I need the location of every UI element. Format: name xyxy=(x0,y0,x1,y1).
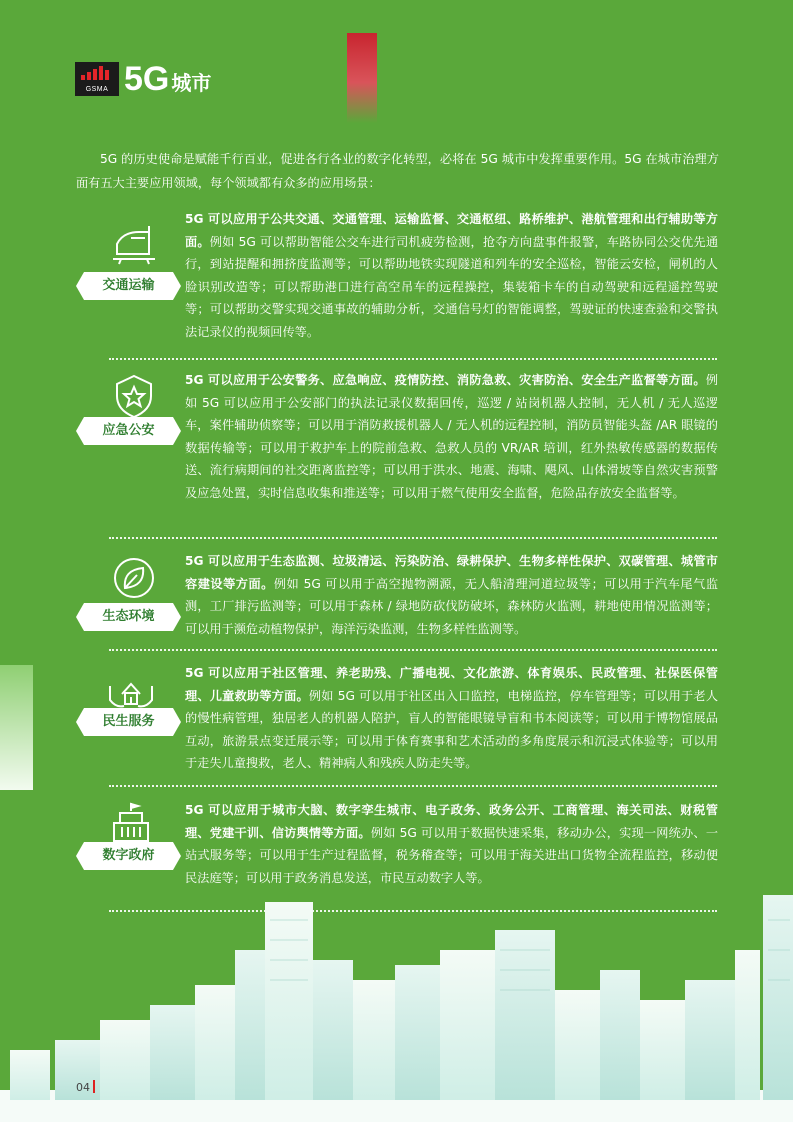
section-text xyxy=(185,369,718,505)
shield-star-icon xyxy=(109,372,159,420)
train-icon xyxy=(109,220,159,268)
page-title xyxy=(124,62,211,96)
section-lead: 5G 可以应用于社区管理、养老助残、广播电视、文化旅游、体育娱乐、民政管理、社保医保管理、儿童救助等方面。 xyxy=(185,666,718,703)
section-detail: 例如 5G 可以用于数据快速采集，移动办公，实现一网统办、一站式服务等；可以用于生产过程监督，税务稽查等；可以用于海关进出口货物全流程监控，移动便民法庭等；可以用于政务消息发送，市民互动数字人等。 xyxy=(185,825,719,885)
section-detail: 例如 5G 可以应用于公安部门的执法记录仪数据回传，巡逻 / 站岗机器人控制，无人机 / 无人巡逻车，案件辅助侦察等；可以用于消防救援机器人 / 无人机的远程控制，消防员智能头盔 /AR 眼镜的数据传输等；可以用于救护车上的院前急救、急救人员的 VR/AR 培训，红外热敏传感器的数据传送、流行病期间的社交距离监控等；可以用于洪水、地震、海啸、飓风、山体滑坡等自然灾害预警及应急处置，实时信息收集和推送等；可以用于燃气使用安全监督，危险品存放安全监督等。 xyxy=(185,373,718,500)
section-text xyxy=(185,208,718,344)
section-divider xyxy=(109,649,717,651)
section-lead: 5G 可以应用于公安警务、应急响应、疫情防控、消防急救、灾害防治、安全生产监督等方面。 xyxy=(185,373,706,387)
section-text xyxy=(185,799,718,889)
section-divider xyxy=(109,785,717,787)
category-label-government xyxy=(76,842,181,870)
left-accent-strip xyxy=(0,665,33,790)
leaf-icon xyxy=(109,554,159,602)
section-lead: 5G 可以应用于生态监测、垃圾清运、污染防治、绿耕保护、生物多样性保护、双碳管理、城管市容建设等方面。 xyxy=(185,554,718,591)
page-title-main: 5G xyxy=(124,60,170,98)
category-label-text: 民生服务 xyxy=(102,714,155,729)
section-text xyxy=(185,662,718,775)
category-label-ecology xyxy=(76,603,181,631)
category-label-emergency xyxy=(76,417,181,445)
page-title-suffix: 城市 xyxy=(171,71,212,95)
category-label-text: 数字政府 xyxy=(102,848,155,863)
category-label-livelihood xyxy=(76,708,181,736)
section-text xyxy=(185,550,718,640)
category-label-text: 交通运输 xyxy=(102,278,155,293)
section-detail: 例如 5G 可以帮助智能公交车进行司机疲劳检测，抢夺方向盘事件报警，车路协同公交优先通行，到站提醒和拥挤度监测等；可以帮助地铁实现隧道和列车的安全巡检，智能云安检，闸机的人脸识别改造等；可以帮助港口进行高空吊车的远程操控，集装箱卡车的自动驾驶和远程遥控驾驶等；可以帮助交警实现交通事故的辅助分析，交通信号灯的智能调整，驾驶证的快速查验和交警执法记录仪的视频回传等。 xyxy=(185,234,719,339)
section-detail: 例如 5G 可以用于社区出入口监控，电梯监控，停车管理等；可以用于老人的慢性病管理，独居老人的机器人陪护，盲人的智能眼镜导盲和书本阅读等；可以用于博物馆展品互动，旅游景点变迁展示等；可以用于体育赛事和艺术活动的多角度展示和沉浸式体验等；可以用于走失儿童搜救，老人、精神病人和残疾人防走失等。 xyxy=(185,688,719,771)
section-lead: 5G 可以应用于公共交通、交通管理、运输监督、交通枢纽、路桥维护、港航管理和出行辅助等方面。 xyxy=(185,212,718,249)
section-detail: 例如 5G 可以用于高空抛物溯源，无人船清理河道垃圾等；可以用于汽车尾气监测，工厂排污监测等；可以用于森林 / 绿地防砍伐防破坏，森林防火监测，耕地使用情况监测等；可以用于濒危动植物保护，海洋污染监测，生物多样性监测等。 xyxy=(185,576,719,636)
section-divider xyxy=(109,537,717,539)
page-number-text: 04 xyxy=(76,1081,90,1094)
section-lead: 5G 可以应用于城市大脑、数字孪生城市、电子政务、政务公开、工商管理、海关司法、财税管理、党建干训、信访舆情等方面。 xyxy=(185,803,718,840)
red-accent-strip xyxy=(347,33,377,123)
category-label-text: 应急公安 xyxy=(102,423,155,438)
city-skyline-illustration xyxy=(0,890,793,1122)
hands-home-icon xyxy=(106,666,156,714)
section-divider xyxy=(109,358,717,360)
category-label-text: 生态环境 xyxy=(102,609,155,624)
intro-paragraph: 5G 的历史使命是赋能千行百业，促进各行各业的数字化转型，必将在 5G 城市中发挥重要作用。5G 在城市治理方面有五大主要应用领域，每个领域都有众多的应用场景： xyxy=(76,152,719,190)
gsma-logo-text: GSMA xyxy=(85,86,109,93)
page-number xyxy=(76,1080,95,1094)
gsma-logo xyxy=(75,62,119,96)
category-label-transport xyxy=(76,272,181,300)
